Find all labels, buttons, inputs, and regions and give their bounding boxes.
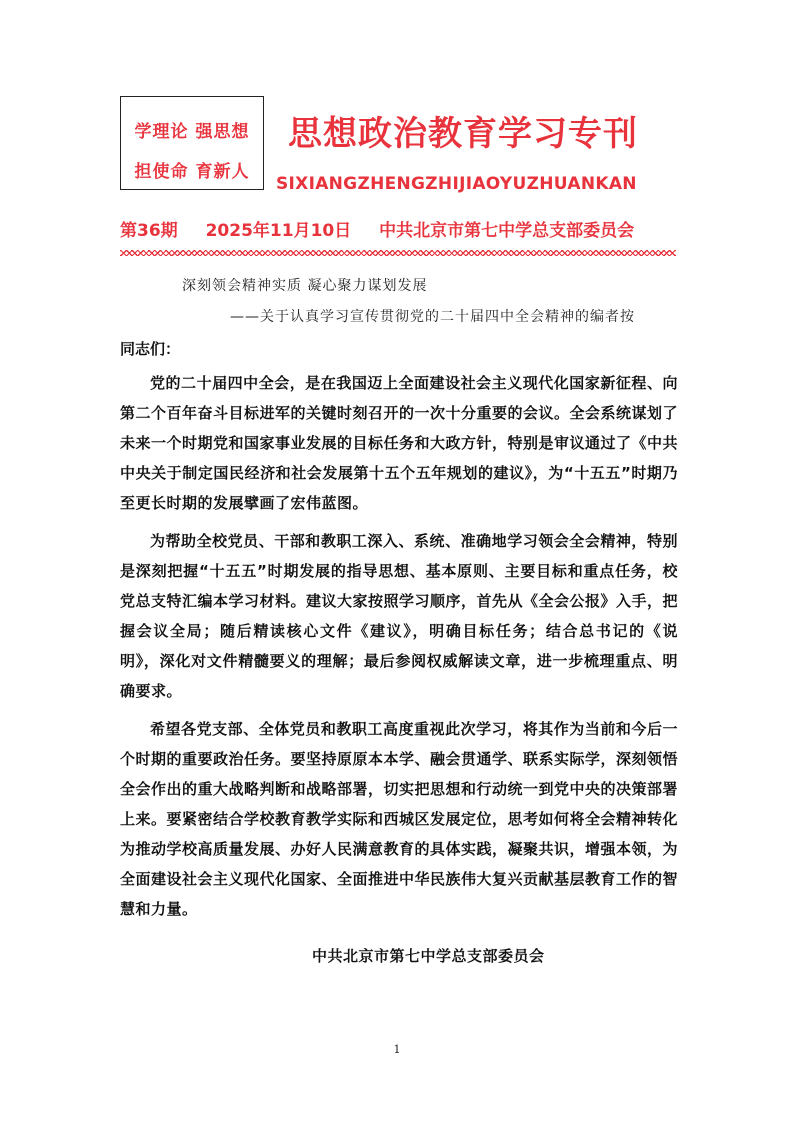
article-signature: 中共北京市第七中学总支部委员会 [312,947,545,965]
motto-box [120,96,264,190]
page-number: 1 [393,1043,401,1056]
paragraph-1: 党的二十届四中全会，是在我国迈上全面建设社会主义现代化国家新征程、向第二个百年奋斗目标进军的关键时刻召开的一次十分重要的会议。全会系统谋划了未来一个时期党和国家事业发展的目标任务和大政方针，特别是审议通过了《中共中央关于制定国民经济和社会发展第十五个五年规划的建议》，为“十五五”时期乃至更长时期的发展擘画了宏伟蓝图。 [120,374,679,512]
motto-line-2: 担使命 育新人 [134,162,250,182]
issue-info-line [120,216,676,241]
publication-title: 思想政治教育学习专刊 [288,114,638,154]
article-body [120,368,678,932]
issue-date: 2025年11月10日 [205,221,352,241]
paragraph-3: 希望各党支部、全体党员和教职工高度重视此次学习，将其作为当前和今后一个时期的重要政治任务。要坚持原原本本学、融会贯通学、联系实际学，深刻领悟全会作出的重大战略判断和战略部署，切实把思想和行动统一到党中央的决策部署上来。要紧密结合学校教育教学实际和西城区发展定位，思考如何将全会精神转化为推动学校高质量发展、办好人民满意教育的具体实践，凝聚共识，增强本领，为全面建设社会主义现代化国家、全面推进中华民族伟大复兴贡献基层教育工作的智慧和力量。 [120,720,679,918]
paragraph-2: 为帮助全校党员、干部和教职工深入、系统、准确地学习领会全会精神，特别是深刻把握“十五五”时期发展的指导思想、基本原则、主要目标和重点任务，校党总支特汇编本学习材料。建议大家按照学习顺序，首先从《全会公报》入手，把握会议全局；随后精读核心文件《建议》，明确目标任务；结合总书记的《说明》，深化对文件精髓要义的理解；最后参阅权威解读文章，进一步梳理重点、明确要求。 [120,532,679,700]
motto-line-1: 学理论 强思想 [134,122,250,142]
publication-pinyin: SIXIANGZHENGZHIJIAOYUZHUANKAN [276,174,637,194]
publisher-name: 中共北京市第七中学总支部委员会 [379,221,635,241]
header-divider [120,250,676,256]
article-salutation: 同志们： [120,340,181,358]
issue-number: 第36期 [120,221,178,241]
article-subheadline: ——关于认真学习宣传贯彻党的二十届四中全会精神的编者按 [230,309,635,325]
article-headline: 深刻领会精神实质 凝心聚力谋划发展 [182,278,428,294]
